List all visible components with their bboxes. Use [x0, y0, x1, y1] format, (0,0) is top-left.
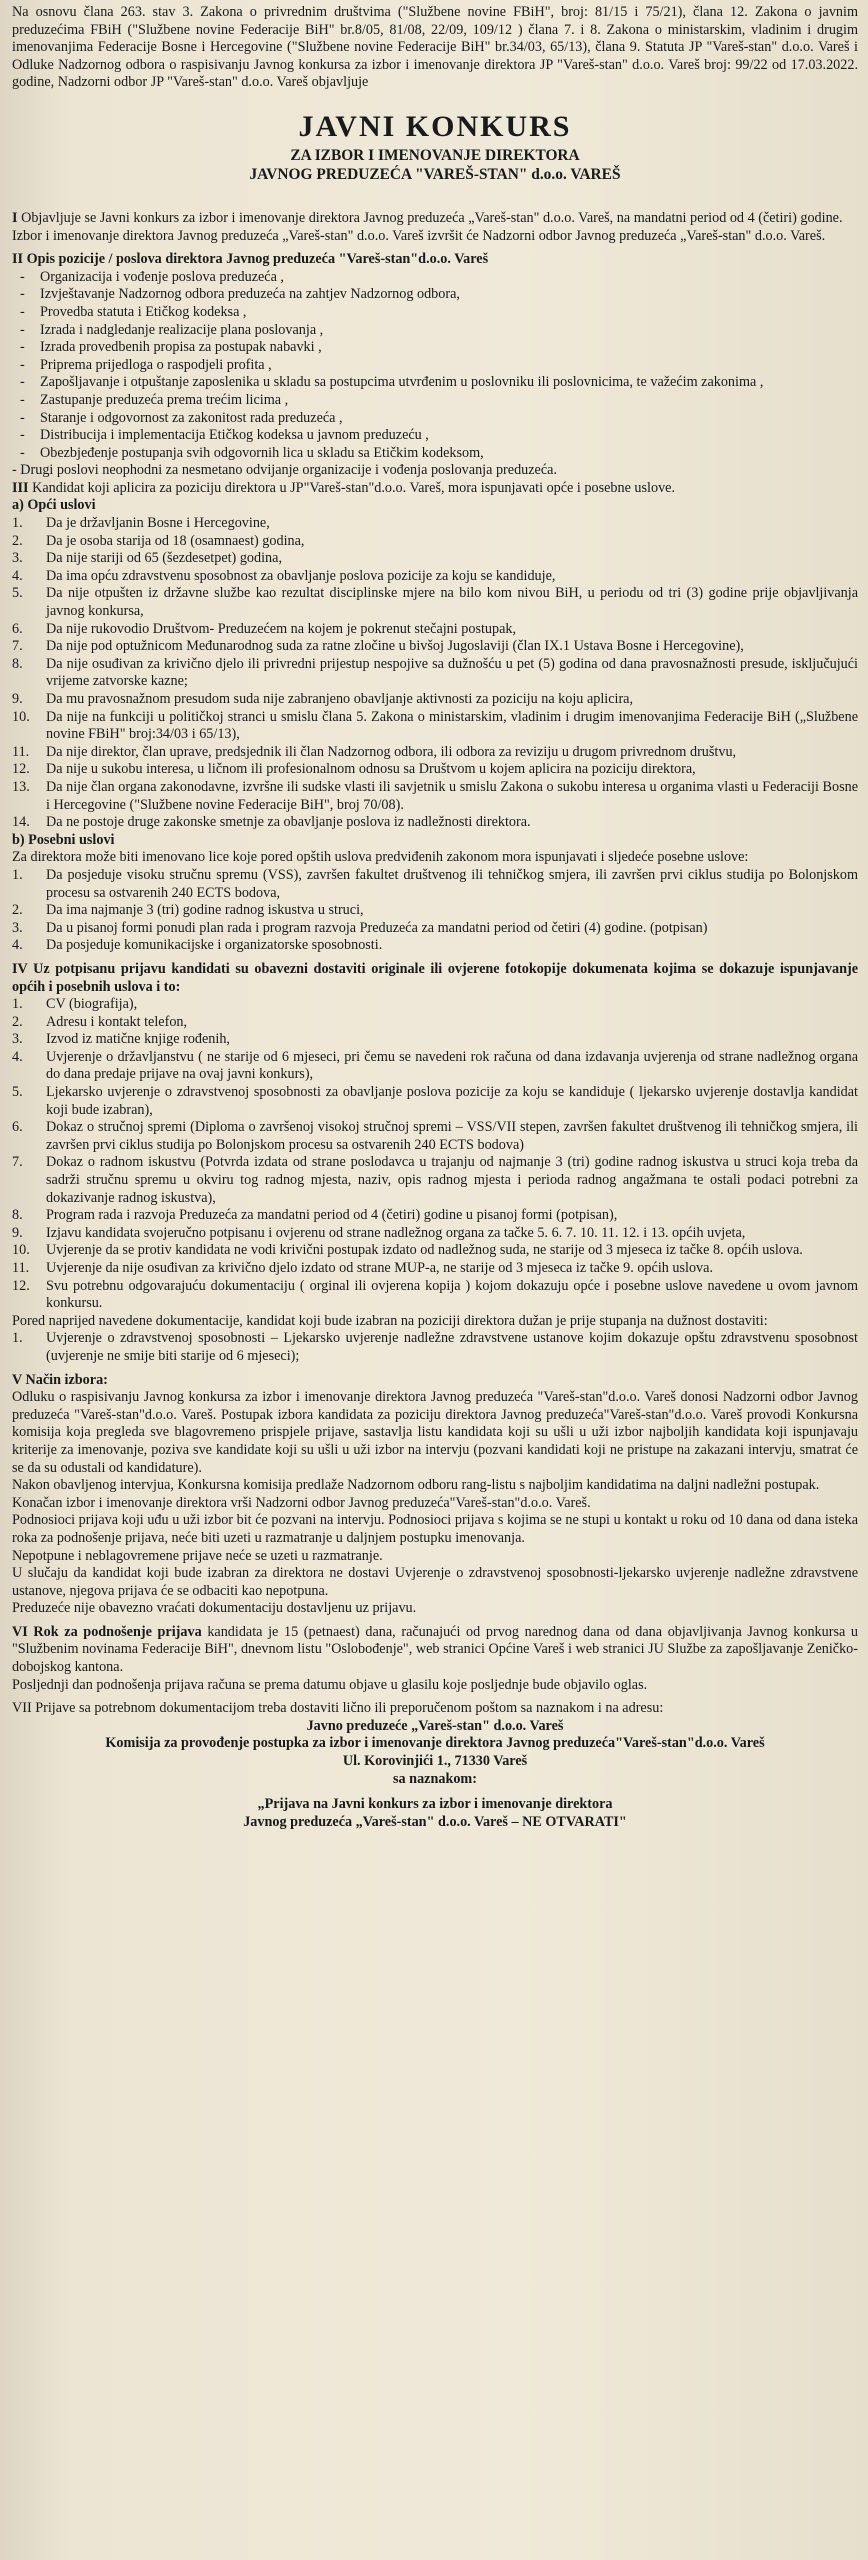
list-item: 14. Da ne postoje druge zakonske smetnje za obavljanje poslova iz nadležnosti direktora. [12, 814, 531, 831]
section-5-paragraph: Nepotpune i neblagovremene prijave neće se uzeti u razmatranje. [12, 1547, 383, 1564]
list-item: 2. Da ima najmanje 3 (tri) godine radnog iskustva u struci, [12, 902, 364, 919]
list-item: - Izvještavanje Nadzornog odbora preduzeća na zahtjev Nadzornog odbora, [40, 286, 858, 304]
list-item: 4. Da ima opću zdravstvenu sposobnost za obavljanje poslova pozicije za koju se kandiduje, [12, 567, 556, 584]
general-conditions-list [12, 515, 858, 832]
general-conditions-title: a) Opći uslovi [12, 497, 96, 514]
address-line: Javnog preduzeća „Vareš-stan" d.o.o. Vareš – NE OTVARATI" [243, 1813, 627, 1830]
address-line: Komisija za provođenje postupka za izbor i imenovanje direktora Javnog preduzeća"Vareš-stan"d.o.o. Vareš [105, 1735, 765, 1752]
list-item: 4. Da posjeduje komunikacijske i organizatorske sposobnosti. [12, 937, 383, 954]
list-item: - Provedba statuta i Etičkog kodeksa , [40, 304, 858, 322]
section-6-text: VI Rok za podnošenje prijava kandidata je 15 (petnaest) dana, računajući od prvog narednog dana od dana objavljivanja Javnog konkursa u "Službenim novinama Federacije BiH", dnevnom listu "Oslobođenje", web stranici Općine Vareš i web stranici JU Službe za zapošljavanje Zeničko-dobojskog kantona. [12, 1623, 858, 1676]
special-conditions-list [12, 867, 858, 955]
list-item: 5. Ljekarsko uvjerenje o zdravstvenoj sposobnosti za obavljanje poslova pozicije za koju se kandiduje ( ljekarsko uvjerenje dostavlja kandidat koji bude izabran), [12, 1084, 858, 1118]
documents-list [12, 996, 858, 1313]
document-subtitle-1: ZA IZBOR I IMENOVANJE DIREKTORA [290, 146, 580, 164]
list-item: - Organizacija i vođenje poslova preduzeća , [40, 269, 858, 287]
list-item: 9. Da mu pravosnažnom presudom suda nije zabranjeno obavljanje aktivnosti za poziciju na koju aplicira, [12, 691, 634, 707]
section-6-text-2: Posljednji dan podnošenja prijava računa se prema datumu objave u glasilu koje posljednje bude objavilo oglas. [12, 1676, 648, 1693]
list-item: 11. Da nije direktor, član uprave, predsjednik ili član Nadzornog odbora, ili odbora za reviziju u drugom privrednom društvu, [12, 743, 737, 760]
list-item: 8. Da nije osuđivan za krivično djelo ili privredni prijestup nespojive sa dužnošću u pet (5) godina od dana pravosnažnosti presude, isključujući vrijeme zatvorske kazne; [12, 655, 858, 690]
section-3-heading: III Kandidat koji aplicira za poziciju direktora u JP"Vareš-stan"d.o.o. Vareš, mora ispunjavati opće i posebne uslove. [12, 479, 676, 496]
list-item: 2. Adresu i kontakt telefon, [12, 1013, 188, 1030]
list-item: 12. Da nije u sukobu interesa, u ličnom ili profesionalnom odnosu sa Društvom u kojem aplicira na poziciju direktora, [12, 761, 696, 778]
list-item: 5. Da nije otpušten iz državne službe kao rezultat disciplinske mjere na bilo kom nivou BiH, u periodu od tri (3) godine prije objavljivanja javnog konkursa, [12, 585, 858, 620]
list-item: 1. Da posjeduje visoku stručnu spremu (VSS), završen fakultet društvenog ili tehničkog smjera, ili završen prvi ciklus studija po Bolonjskom procesu sa ostvarenih 240 ECTS bodova, [12, 866, 858, 901]
section-4-after: Pored naprijed navedene dokumentacije, kandidat koji bude izabran na poziciji direktora dužan je prije stupanja na dužnost dostaviti: [12, 1312, 768, 1329]
section-2-list [12, 269, 858, 463]
section-1-text-2: Izbor i imenovanje direktora Javnog preduzeća „Vareš-stan" d.o.o. Vareš izvršit će Nadzorni odbor Javnog preduzeća „Vareš-stan" d.o.o. Vareš. [12, 227, 826, 244]
list-item: 3. Izvod iz matične knjige rođenih, [12, 1031, 230, 1048]
address-line: Ul. Korovinjići 1., 71330 Vareš [342, 1753, 528, 1770]
section-5-paragraph: Podnosioci prijava koji uđu u uži izbor bit će pozvani na intervju. Podnosioci prijava s kojima se ne stupi u kontakt u roku od 10 dana od dana isteka roka za podnošenje prijava, neće biti uzeti u razmatranje u daljnjem postupku imenovanja. [12, 1512, 858, 1546]
section-2-last: - Drugi poslovi neophodni za nesmetano odvijanje organizacije i vođenja poslovanja preduzeća. [12, 462, 557, 479]
list-item: 3. Da u pisanoj formi ponudi plan rada i program razvoja Preduzeća za mandatni period od četiri (4) godine. (potpisan) [12, 919, 708, 936]
section-4-heading: IV Uz potpisanu prijavu kandidati su obavezni dostaviti originale ili ovjerene fotokopije dokumenata kojima se dokazuje ispunjavanje općih i posebnih uslova i to: [12, 960, 858, 995]
special-conditions-title: b) Posebni uslovi [12, 831, 115, 848]
section-5-paragraph: Preduzeće nije obavezno vraćati dokumentaciju dostavljenu uz prijavu. [12, 1600, 417, 1617]
section-5-paragraph: U slučaju da kandidat koji bude izabran za direktora ne dostavi Uvjerenje o zdravstvenoj sposobnosti-ljekarsko uvjerenje nadležne zdravstvene ustanove, njegova prijava će se odbaciti kao nepotpuna. [12, 1565, 858, 1599]
section-5-paragraph: Nakon obavljenog intervjua, Konkursna komisija predlaže Nadzornom odboru rang-listu s najboljim kandidatima na daljni nadležni postupak. [12, 1477, 820, 1494]
section-5-heading: V Način izbora: [12, 1371, 108, 1388]
section-5-paragraph: Odluku o raspisivanju Javnog konkursa za izbor i imenovanje direktora Javnog preduzeća "Vareš-stan"d.o.o. Vareš donosi Nadzorni odbor Javnog preduzeća "Vareš-stan"d.o.o. Vareš. Postupak izbora kandidata za poziciju direktora Javnog preduzeća"Vareš-stan"d.o.o. Vareš provodi Konkursna komisija koja pregleda sve blagovremeno prispjele prijave, sastavlja listu kandidata koji su ušli u uži izbor najboljih kandidata koji ispunjavaju kriterije za imenovanje, poziva sve kandidate koji su ušli u uži izbor na intervju (pozvani kandidati koji ne pristupe na zakazani intervju, smatrat će se da su odustali od kandidature). [12, 1389, 858, 1476]
list-item: - Priprema prijedloga o raspodjeli profita , [40, 357, 858, 375]
list-item: 2. Da je osoba starija od 18 (osamnaest) godina, [12, 532, 305, 549]
list-item: - Zastupanje preduzeća prema trećim licima , [40, 392, 858, 410]
extra-documents-list [12, 1330, 858, 1365]
list-item: 10. Uvjerenje da se protiv kandidata ne vodi krivični postupak izdato od nadležnog suda, ne starije od 3 mjeseca iz tačke 8. općih uslova. [12, 1242, 803, 1259]
list-item: 9. Izjavu kandidata svojeručno potpisanu i ovjerenu od strane nadležnog organa za tačke 5. 6. 7. 10. 11. 12. i 13. općih uvjeta, [12, 1224, 746, 1241]
list-item: 1. Uvjerenje o zdravstvenoj sposobnosti – Ljekarsko uvjerenje nadležne zdravstvene ustanove kojim dokazuje opštu zdravstvenu sposobnost (uvjerenje ne smije biti starije od 6 mjeseci); [12, 1330, 858, 1364]
list-item: 12. Svu potrebnu odgovarajuću dokumentaciju ( orginal ili ovjerena kopija ) kojom dokazuju opće i posebne uslove navedene u ovom javnom konkursu. [12, 1277, 858, 1312]
list-item: 1. CV (biografija), [12, 996, 138, 1013]
preamble: Na osnovu člana 263. stav 3. Zakona o privrednim društvima ("Službene novine FBiH", broj: 81/15 i 75/21), člana 12. Zakona o javnim preduzećima FBiH ("Službene novine Federacije BiH" br.8/05, 81/08, 22/09, 109/12 ) člana 7. i 8. Zakona o ministarskim, vladinim i drugim imenovanjima Federacije Bosne i Hercegovine ("Službene novine Federacije BiH" br.34/03, 65/13), člana 9. Statuta JP "Vareš-stan" d.o.o. Vareš i Odluke Nadzornog odbora o raspisivanju Javnog konkursa za izbor i imenovanje direktora JP "Vareš-stan" d.o.o. Vareš broj: 99/22 od 17.03.2022. godine, Nadzorni odbor JP "Vareš-stan" d.o.o. Vareš objavljuje [12, 4, 858, 91]
list-item: 6. Dokaz o stručnoj spremi (Diploma o završenoj visokoj stručnoj spremi – VSS/VII stepen, završen fakultet društvenog ili tehničkog smjera, ili završen prvi ciklus studija po Bolonjskom procesu sa ostvarenih 240 ECTS bodova) [12, 1119, 858, 1153]
list-item: - Distribucija i implementacija Etičkog kodeksa u javnom preduzeću , [40, 427, 858, 445]
list-item: - Izrada provedbenih propisa za postupak nabavki , [40, 339, 858, 357]
special-conditions-intro: Za direktora može biti imenovano lice koje pored opštih uslova predviđenih zakonom mora ispunjavati i sljedeće posebne uslove: [12, 849, 749, 866]
list-item: 1. Da je državljanin Bosne i Hercegovine, [12, 515, 270, 532]
list-item: 6. Da nije rukovodio Društvom- Preduzećem na kojem je pokrenut stečajni postupak, [12, 620, 517, 637]
list-item: 4. Uvjerenje o državljanstvu ( ne starije od 6 mjeseci, pri čemu se navedeni rok računa od dana izdavanja uvjerenja od strane nadležnog organa do dana predaje prijave na ovaj javni konkurs), [12, 1048, 858, 1083]
address-line: Javno preduzeće „Vareš-stan" d.o.o. Vareš [306, 1717, 564, 1734]
section-5-paragraph: Konačan izbor i imenovanje direktora vrši Nadzorni odbor Javnog preduzeća"Vareš-stan"d.o.o. Vareš. [12, 1494, 591, 1511]
document-title: JAVNI KONKURS [298, 109, 572, 143]
list-item: 8. Program rada i razvoja Preduzeća za mandatni period od 4 (četiri) godine u pisanoj formi (potpisan), [12, 1207, 618, 1224]
section-1-text-1: I Objavljuje se Javni konkurs za izbor i imenovanje direktora Javnog preduzeća „Vareš-stan" d.o.o. Vareš, na mandatni period od 4 (četiri) godine. [12, 209, 843, 226]
list-item: 11. Uvjerenje da nije osuđivan za krivično djelo izdato od strane MUP-a, ne starije od 3 mjeseca iz tačke 9. općih uslova. [12, 1260, 713, 1276]
list-item: - Obezbjeđenje postupanja svih odgovornih lica u skladu sa Etičkim kodeksom, [40, 445, 858, 463]
list-item: - Izrada i nadgledanje realizacije plana poslovanja , [40, 322, 858, 340]
list-item: - Staranje i odgovornost za zakonitost rada preduzeća , [40, 410, 858, 428]
section-7-text: VII Prijave sa potrebnom dokumentacijom treba dostaviti lično ili preporučenom poštom sa naznakom i na adresu: [12, 1700, 664, 1717]
document-subtitle-2: JAVNOG PREDUZEĆA "VAREŠ-STAN" d.o.o. VAREŠ [249, 165, 621, 183]
address-line: sa naznakom: [393, 1770, 477, 1787]
address-line: „Prijava na Javni konkurs za izbor i imenovanje direktora [257, 1796, 613, 1813]
list-item: 10. Da nije na funkciji u političkoj stranci u smislu člana 5. Zakona o ministarskim, vladinim i drugim imenovanjima Federacije BiH („Službene novine FBiH" broj:34/03 i 65/13), [12, 708, 858, 743]
list-item: - Zapošljavanje i otpuštanje zaposlenika u skladu sa postupcima utvrđenim u poslovniku ili poslovnicima, te važećim zakonima , [40, 374, 858, 392]
section-2-heading: II Opis pozicije / poslova direktora Javnog preduzeća "Vareš-stan"d.o.o. Vareš [12, 251, 489, 268]
list-item: 3. Da nije stariji od 65 (šezdesetpet) godina, [12, 550, 282, 567]
list-item: 7. Da nije pod optužnicom Međunarodnog suda za ratne zločine u bivšoj Jugoslaviji (član IX.1 Ustava Bosne i Hercegovine), [12, 638, 744, 655]
list-item: 13. Da nije član organa zakonodavne, izvršne ili sudske vlasti ili savjetnik u smislu Zakona o sukobu interesa u organima vlasti u Federaciji Bosne i Hercegovine ("Službene novine Federacije BiH", broj 70/08). [12, 778, 858, 813]
list-item: 7. Dokaz o radnom iskustvu (Potvrda izdata od strane poslodavca u trajanju od najmanje 3 (tri) godine radnog iskustva u struci koja treba da sadrži stručnu spremu u okviru tog radnog mjesta, naziv, opis radnog mjesta i perioda radnog angažmana te ostali podaci potrebni za dokazivanje radnog iskustva), [12, 1154, 858, 1206]
